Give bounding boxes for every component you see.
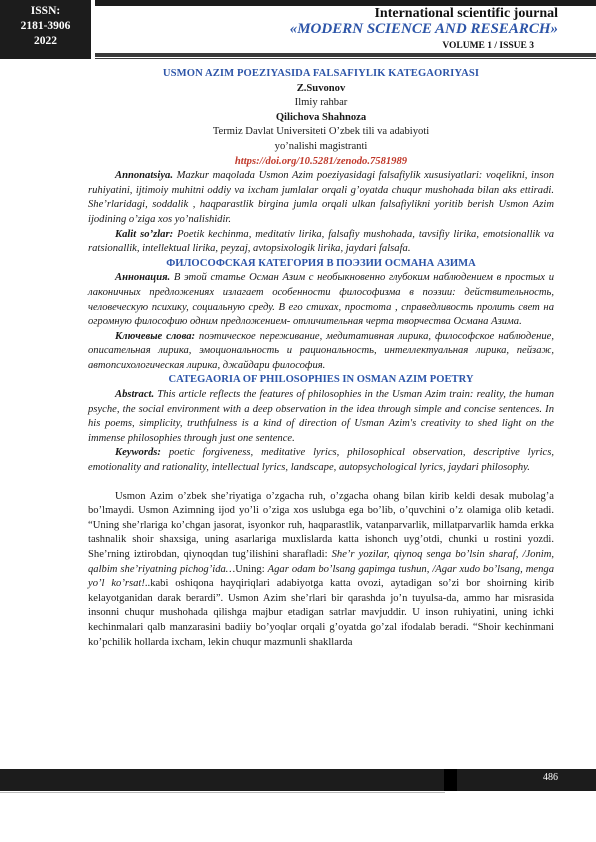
issn-label: ISSN:: [30, 5, 61, 17]
affiliation-line2: yo’nalishi magistranti: [274, 140, 368, 152]
ru-abstract: [88, 271, 554, 329]
body-quote-1: She’r yozilar, qiynoq senga bo’lsin sharaf, /Jonim, qalbim she’riyatning pichog’ida…: [88, 549, 554, 575]
header-rule-thin: [95, 58, 596, 59]
footer-line: [0, 792, 445, 793]
en-abstract-label: Abstract.: [115, 389, 155, 401]
ru-section-title: ФИЛОСОФСКАЯ КАТЕГОРИЯ В ПОЭЗИИ ОСМАНА АЗИМА: [166, 257, 476, 269]
en-keywords-text: poetic forgiveness, meditative lyrics, philosophical observation, descriptive lyrics, emotionality and rationality, intellectual lyrics, landscape, autopsychological lyrics, jaydari philosophy.: [88, 447, 554, 474]
uz-keywords-label: Kalit so’zlar:: [115, 228, 174, 240]
footer-bar: [0, 769, 596, 791]
journal-title: International scientific journal: [374, 6, 558, 21]
body-quote-2: Agar odam bo’lsang gapimga tushun, /Agar xudo bo’lsang, menga yo’l ko’rsat!: [88, 563, 555, 590]
en-keywords-label: Keywords:: [115, 447, 161, 459]
author1-role: Ilmiy rahbar: [294, 97, 348, 109]
ru-keywords-label: Ключевые слова:: [115, 330, 196, 342]
body-text-b: Uning:: [235, 563, 268, 575]
uz-abstract: [88, 169, 554, 227]
uz-keywords: [88, 228, 554, 257]
article-body: [88, 67, 554, 650]
uz-abstract-text: Mazkur maqolada Usmon Azim poeziyasidagi falsafiylik xususiyatlari: voqelikni, inson ruhiyatini, ijtimoiy muhitni oddiy va ixcham jumlalar orqali g’oyatda chuqur mushohada bilan aks ettiradi. She’rlaridagi, soddalik , haqparastlik birgina jumla orqali ulkan falsafiylikni yoritib berish Usmon Azim ijodining o’ziga xos yo’nalishidir.: [88, 170, 554, 225]
issn-box: [0, 0, 91, 59]
doi-link[interactable]: https://doi.org/10.5281/zenodo.7581989: [234, 155, 408, 167]
ru-abstract-label: Аннонация.: [115, 272, 171, 284]
issn-year: 2022: [34, 35, 57, 47]
affiliation-line1: Termiz Davlat Universiteti O’zbek tili va adabiyoti: [212, 126, 430, 138]
issn-number: 2181-3906: [20, 20, 71, 32]
en-keywords: [88, 446, 554, 475]
volume-issue: VOLUME 1 / ISSUE 3: [442, 41, 534, 51]
ru-keywords: [88, 330, 554, 374]
en-abstract-text: This article reflects the features of philosophies in the Usman Azim train: reality, the human psyche, the social environment with a deep observation in the idea through simple and concise sentences. In his poems, simplicity, truthfulness is a kind of direction of Usman Azim's creativity to shed light on the immense philosophies through just one sentence.: [88, 389, 554, 444]
en-section-title: CATEGAORIA OF PHILOSOPHIES IN OSMAN AZIM POETRY: [168, 374, 474, 386]
ru-abstract-text: В этой статье Осман Азим с необыкновенно глубоким наблюдением в простых и лаконичных предложениях излагает особенности философизма в поэзии: действительность, человеческую психику, социальную среду. В его стихах, простота , справедливость пролить свет на огромную философию одним предложением- отличительная черта творчества Османа Азима.: [88, 272, 554, 328]
author2-name: Qilichova Shahnoza: [275, 111, 367, 123]
journal-header: [0, 0, 596, 60]
header-rule: [95, 53, 596, 57]
author1-name: Z.Suvonov: [296, 82, 346, 94]
uz-keywords-text: Poetik kechinma, meditativ lirika, falsafiy mushohada, tavsifiy lirika, emotsionallik va ratsionallik, intellektual lirika, peyzaj, avtopsixologik lirika, jaydari falsafa.: [88, 228, 554, 255]
body-text-c: ..kabi oshiqona hayqiriqlari adabiyotga katta ovozi, aytadigan so’zi bor shoirning kirib kelayotganidan darak berardi”. Usmon Azim she’rlari bir qarashda jo’n tuyulsa-da, ammo har misrasida insonni chuqur mushohada qilishga majbur etadigan satrlar mavjuddir. U inson ruhiyatini, uning ichki kechinmalari qalb manzarasini badiiy bo’yoqlar orqali g’oyatda go’zal ifodalab beradi. “Shoir kechinmani ko’pchilik hollarda ixcham, lekin chuqur mazmunli shakllarda: [88, 578, 554, 648]
body-text-a: Usmon Azim o’zbek she’riyatiga o’zgacha ruh, o’zgacha ohang bilan kirib keldi desak mubolag’a bo’lmaydi. Usmon Azimning ijod yo’li o’ziga xos uslubga ega bo’lib, o’quvchini o’z olamiga olib ketadi. “Uning she’rlariga ko’chgan jasorat, isyonkor ruh, haqparastlik, vatanparvarlik, millatparvarlik hamda erkka tashnalik shoir shaxsiga, uning asarlariga muxlislarda katta ishonch uyg’otdi, chunki u rostini yozdi. She’rning iztirobdan, qiynoqdan tug’ilishini sharafladi:: [88, 490, 554, 560]
journal-name: «MODERN SCIENCE AND RESEARCH»: [289, 21, 558, 37]
article-title: USMON AZIM POEZIYASIDA FALSAFIYLIK KATEGAORIYASI: [162, 68, 480, 79]
uz-abstract-label: Annonatsiya.: [115, 170, 173, 182]
page-number: 486: [543, 772, 558, 783]
section-gap: [88, 476, 554, 490]
en-abstract: [88, 388, 554, 446]
ru-keywords-text: поэтическое переживание, медитативная лирика, философское наблюдение, описательная лирика, эмоциональность и рациональность, интеллектуальная лирика, пейзаж, автопсихологическая лирика, джайдари философия.: [88, 330, 554, 371]
body-paragraph: [88, 490, 554, 651]
footer-square: [444, 769, 457, 791]
